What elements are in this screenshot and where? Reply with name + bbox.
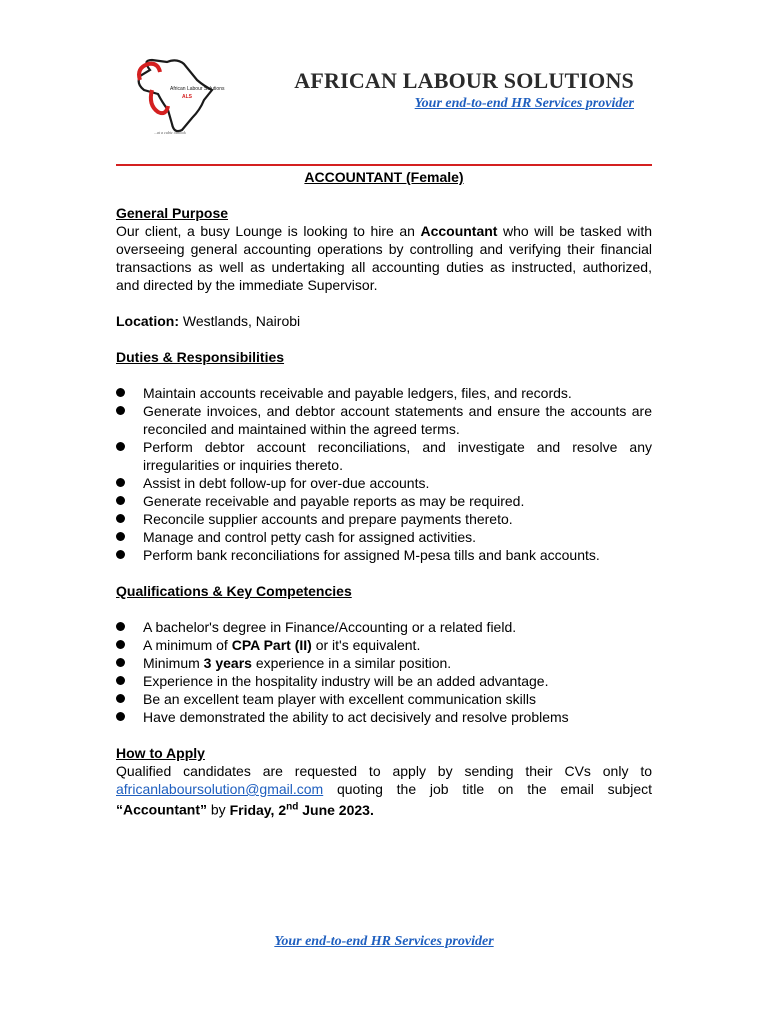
location-line <box>116 312 652 330</box>
bullet-icon <box>116 622 125 631</box>
location-value: Westlands, Nairobi <box>179 313 301 329</box>
list-item-text: Manage and control petty cash for assigned activities. <box>143 529 477 545</box>
job-title: ACCOUNTANT (Female) <box>304 169 464 185</box>
document-body <box>116 166 652 819</box>
qualifications-heading: Qualifications & Key Competencies <box>116 583 352 599</box>
logo-name-text: African Labour Solutions <box>170 86 225 92</box>
bullet-icon <box>116 550 125 559</box>
list-item-text: Generate invoices, and debtor account statements and ensure the accounts are reconciled and maintained within the agreed terms. <box>143 403 652 437</box>
company-logo <box>122 50 232 145</box>
list-item <box>116 690 652 708</box>
bullet-icon <box>116 442 125 451</box>
list-item <box>116 672 652 690</box>
bullet-icon <box>116 388 125 397</box>
list-item <box>116 636 652 654</box>
bullet-icon <box>116 676 125 685</box>
list-item <box>116 618 652 636</box>
list-item <box>116 510 652 528</box>
bullet-icon <box>116 712 125 721</box>
how-to-apply-heading: How to Apply <box>116 745 205 761</box>
general-purpose-text <box>116 222 652 294</box>
africa-map-logo-icon <box>122 50 232 145</box>
bullet-icon <box>116 406 125 415</box>
bullet-icon <box>116 496 125 505</box>
logo-subtext: ...at a cubic outlook <box>154 130 186 135</box>
bullet-icon <box>116 478 125 487</box>
bullet-icon <box>116 640 125 649</box>
duties-heading: Duties & Responsibilities <box>116 349 285 365</box>
cpa-requirement: CPA Part (II) <box>231 637 312 653</box>
header-tagline: Your end-to-end HR Services provider <box>414 96 634 111</box>
list-item <box>116 546 652 564</box>
list-item <box>116 438 652 474</box>
list-item-text: Maintain accounts receivable and payable ledgers, files, and records. <box>143 385 572 401</box>
purpose-text-start: Our client, a busy Lounge is looking to hire an <box>116 223 421 239</box>
list-item <box>116 708 652 726</box>
list-item <box>116 654 652 672</box>
experience-years: 3 years <box>203 655 252 671</box>
bullet-icon <box>116 532 125 541</box>
list-item-text: Assist in debt follow-up for over-due accounts. <box>143 475 430 491</box>
deadline-date <box>230 802 374 818</box>
deadline-date-day: Friday, 2 <box>229 801 287 818</box>
qualifications-list <box>116 618 652 726</box>
purpose-text-end: who will be tasked with overseeing general accounting operations by controlling and verifying their financial transactions as well as undertaking all accounting duties as instructed, authorized, and directed by the immediate Supervisor. <box>116 223 652 293</box>
list-item-text: Have demonstrated the ability to act decisively and resolve problems <box>143 709 569 725</box>
bullet-icon <box>116 658 125 667</box>
deadline-date-rest: June 2023. <box>298 801 374 818</box>
deadline-date-suffix: nd <box>286 801 299 812</box>
list-item-text: or it's equivalent. <box>311 637 421 653</box>
list-item-text: Experience in the hospitality industry will be an added advantage. <box>143 673 549 689</box>
list-item <box>116 474 652 492</box>
list-item-text: experience in a similar position. <box>251 655 452 671</box>
logo-abbr-text: ALS <box>182 94 192 100</box>
apply-text: Qualified candidates are requested to apply by sending their CVs only to <box>116 763 652 779</box>
bullet-icon <box>116 694 125 703</box>
company-name: AFRICAN LABOUR SOLUTIONS <box>294 68 634 93</box>
list-item-text: A bachelor's degree in Finance/Accounting or a related field. <box>143 619 517 635</box>
apply-deadline-line <box>116 798 652 819</box>
apply-subject-text: quoting the job title on the email subject <box>323 781 652 797</box>
email-subject: “Accountant” <box>116 801 207 818</box>
list-item-text: Reconcile supplier accounts and prepare payments thereto. <box>143 511 513 527</box>
list-item <box>116 384 652 402</box>
apply-instructions <box>116 762 652 780</box>
list-item <box>116 402 652 438</box>
company-header <box>294 68 634 112</box>
list-item-text: Be an excellent team player with excellent communication skills <box>143 691 536 707</box>
list-item-text: Perform bank reconciliations for assigned M-pesa tills and bank accounts. <box>143 547 600 563</box>
by-text: by <box>207 801 230 818</box>
list-item-text: A minimum of <box>143 637 232 653</box>
location-label: Location: <box>116 313 179 329</box>
apply-email-link[interactable]: africanlaboursolution@gmail.com <box>116 781 324 797</box>
list-item-text: Generate receivable and payable reports as may be required. <box>143 493 525 509</box>
list-item <box>116 528 652 546</box>
list-item <box>116 492 652 510</box>
footer-tagline: Your end-to-end HR Services provider <box>274 934 494 949</box>
apply-email-line <box>116 780 652 798</box>
list-item-text: Minimum <box>143 655 204 671</box>
general-purpose-heading: General Purpose <box>116 205 229 221</box>
duties-list <box>116 384 652 564</box>
list-item-text: Perform debtor account reconciliations, and investigate and resolve any irregularities or inquiries thereto. <box>143 439 652 473</box>
bullet-icon <box>116 514 125 523</box>
purpose-role: Accountant <box>420 223 498 239</box>
